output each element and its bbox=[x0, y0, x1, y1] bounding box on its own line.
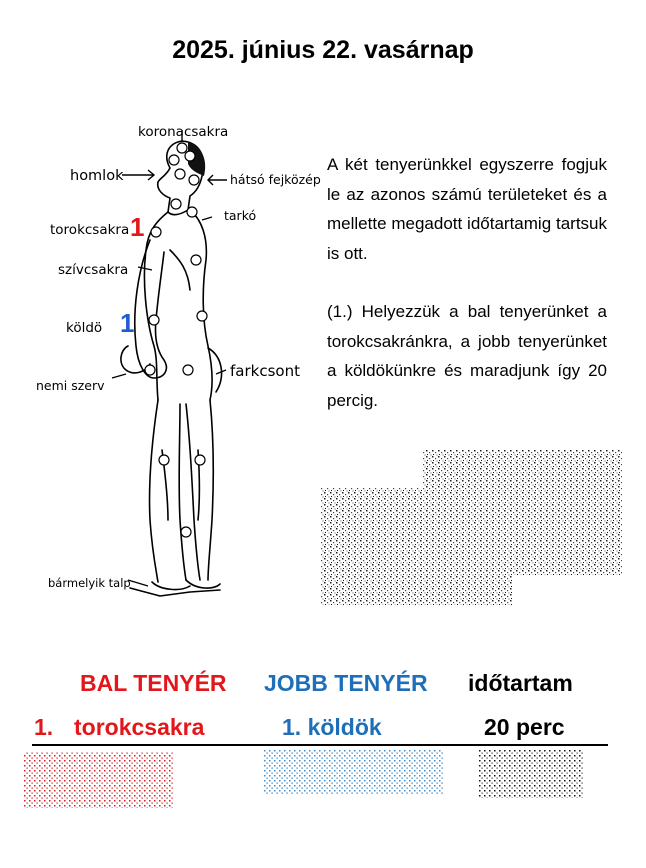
page-title: 2025. június 22. vasárnap bbox=[172, 36, 474, 64]
row-right-value: 1. köldök bbox=[282, 714, 382, 740]
instruction-paragraph-2: (1.) Helyezzük a bal tenyerünket a torokcsakránkra, a jobb tenyerünket a köldökünkre és maradjunk így 20 percig. bbox=[327, 302, 607, 410]
label-tarko: tarkó bbox=[224, 208, 257, 223]
header-bal-tenyer: BAL TENYÉR bbox=[80, 670, 227, 696]
header-jobb-tenyer: JOBB TENYÉR bbox=[264, 670, 428, 696]
marker-koldok-1: 1 bbox=[120, 308, 135, 338]
instruction-paragraph-1: A két tenyerünkkel egyszerre fogjuk le az azonos számú területeket és a mellette megadott időtartamig tartsuk is ott. bbox=[327, 155, 607, 263]
header-idotartam: időtartam bbox=[468, 670, 573, 696]
row-index: 1. bbox=[34, 714, 54, 740]
label-nemi-szerv: nemi szerv bbox=[36, 378, 105, 393]
redacted-noise-row bbox=[24, 750, 584, 810]
label-szivcsakra: szívcsakra bbox=[58, 262, 129, 278]
instruction-text bbox=[327, 150, 607, 444]
label-hatso-fejkozep: hátsó fejközép bbox=[230, 172, 321, 187]
label-torokcsakra: torokcsakra bbox=[50, 222, 130, 238]
row-duration-value: 20 perc bbox=[484, 714, 565, 740]
marker-torokcsakra-1: 1 bbox=[130, 212, 145, 242]
table-divider bbox=[32, 744, 608, 746]
redacted-noise-area bbox=[312, 450, 622, 610]
label-farkcsont: farkcsont bbox=[230, 362, 300, 380]
label-homlok: homlok bbox=[70, 168, 124, 184]
row-left-value: torokcsakra bbox=[74, 714, 205, 740]
label-koldok: köldö bbox=[66, 320, 103, 336]
label-barmelyik-talp: bármelyik talp bbox=[48, 576, 131, 590]
label-koronacsakra: koronacsakra bbox=[138, 124, 229, 140]
body-chakra-figure bbox=[30, 120, 320, 620]
